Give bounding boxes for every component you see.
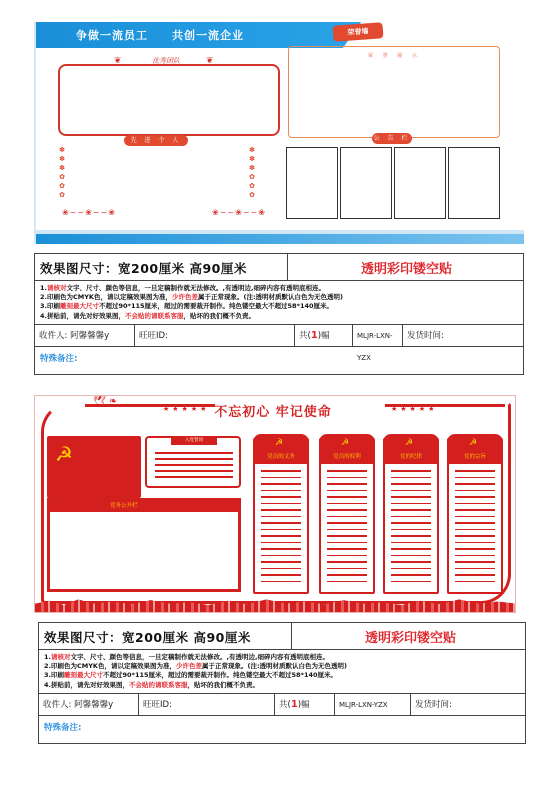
note-line: 4.拼贴前，请先对好效果图，不会贴的请联系客服，贴坏的我们概不负责。 [40, 311, 255, 320]
hammer-sickle-icon: ☭ [55, 442, 73, 466]
honor-display-frame [288, 46, 500, 138]
product-code: MLJR-LXN-YZX [353, 325, 403, 347]
order-info-sheet-2 [38, 622, 526, 744]
order-info-sheet-1 [34, 253, 524, 375]
party-affairs-panel [47, 498, 241, 592]
swirl-ornament-left: ❀~~❀~~❀ [62, 208, 116, 217]
product-type: 透明彩印镂空贴 [360, 262, 452, 277]
recipient-field: 收件人: 阿馨馨馨y [35, 325, 135, 347]
board-title: 不忘初心 牢记使命 [214, 405, 332, 420]
notice-board-label: 公 告 栏 [373, 135, 411, 142]
count-field: 共(1)幅 [295, 325, 353, 347]
note-line: 2.印刷色为CMYK色，请以定稿效果图为准，少许色差属于正常现象。(注:透明材质默认白色为无色透明) [44, 662, 348, 671]
product-code: MLJR-LXN-YZX [335, 694, 411, 716]
note-line: 1.请核对文字、尺寸、颜色等信息，一旦定稿制作就无法修改。,有透明边,细碎内容有透明底相连。 [44, 653, 329, 661]
note-line: 3.印刷雕刻最大尺寸不超过90*115厘米，超过的需要裁开制作。纯色镂空最大不超过58*140厘米。 [44, 671, 338, 680]
production-notes [39, 650, 525, 694]
dimensions-text: 效果图尺寸：宽200厘米 高90厘米 [40, 261, 247, 276]
emblem-icon: ☭ [469, 438, 478, 448]
rights-panel: ☭ 党员的权利 [319, 438, 375, 594]
product-type: 透明彩印镂空贴 [364, 631, 456, 646]
team-photo-frame [58, 64, 280, 136]
swirl-ornament-right: ❀~~❀~~❀ [212, 208, 266, 217]
duties-panel: ☭ 党员的义务 [253, 438, 309, 594]
notice-box-4 [448, 147, 500, 219]
party-flag [47, 436, 141, 498]
slogan-banner [36, 22, 366, 48]
party-building-wall-design [34, 395, 516, 613]
discipline-panel: ☭ 党的纪律 [383, 438, 439, 594]
party-affairs-header: 党务公开栏 [50, 500, 238, 512]
emblem-icon: ☭ [405, 438, 414, 448]
recipient-field: 收件人: 阿馨馨馨y [39, 694, 139, 716]
honor-display-title: 荣 誉 展 示 [368, 53, 421, 59]
wangwang-id-field: 旺旺ID: [135, 325, 295, 347]
honor-wall-badge: 荣誉墙 [333, 22, 384, 41]
wangwang-id-field: 旺旺ID: [139, 694, 275, 716]
stars-right-icon: ★★★★★ [391, 405, 438, 413]
emblem-icon: ☭ [275, 438, 284, 448]
flower-column-left: ✽ ✽ ✽ ✿ ✿ ✿ [59, 146, 65, 199]
count-field: 共(1)幅 [275, 694, 335, 716]
notice-box-2 [340, 147, 392, 219]
notice-box-1 [286, 147, 338, 219]
wing-right-icon: ❦ [206, 56, 214, 66]
wing-left-icon: ❦ [114, 56, 122, 66]
honor-wall-design [34, 22, 524, 244]
flower-column-right: ✽ ✽ ✽ ✿ ✿ ✿ [249, 146, 255, 199]
note-line: 1.请核对文字、尺寸、颜色等信息，一旦定稿制作就无法修改。,有透明边,细碎内容有透明底相连。 [40, 284, 325, 292]
ship-time-field: 发货时间: [407, 330, 444, 341]
oath-header: 入党誓词 [171, 437, 217, 445]
special-remark-label: 特殊备注: [44, 722, 82, 733]
dimensions-text: 效果图尺寸：宽200厘米 高90厘米 [44, 630, 251, 645]
footer-stripe [36, 234, 524, 244]
advanced-individual-label: 先 进 个 人 [124, 135, 188, 146]
honor-team-title: 优秀团队 [152, 57, 180, 65]
emblem-icon: ☭ [341, 438, 350, 448]
production-notes [35, 281, 523, 325]
oath-panel [145, 436, 241, 488]
notice-box-3 [394, 147, 446, 219]
stars-left-icon: ★★★★★ [163, 405, 210, 413]
ship-time-field: 发货时间: [415, 699, 452, 710]
special-remark-label: 特殊备注: [40, 353, 78, 364]
note-line: 3.印刷雕刻最大尺寸不超过90*115厘米，超过的需要裁开制作。纯色镂空最大不超过58*140厘米。 [40, 302, 334, 311]
note-line: 2.印刷色为CMYK色，请以定稿效果图为准，少许色差属于正常现象。(注:透明材质默认白色为无色透明) [40, 293, 344, 302]
note-line: 4.拼贴前，请先对好效果图，不会贴的请联系客服，贴坏的我们概不负责。 [44, 680, 259, 689]
doves-icon: 🕊 ❧ [93, 396, 118, 407]
slogan-text: 争做一流员工 共创一流企业 [76, 29, 244, 42]
purpose-panel: ☭ 党的宗旨 [447, 438, 503, 594]
